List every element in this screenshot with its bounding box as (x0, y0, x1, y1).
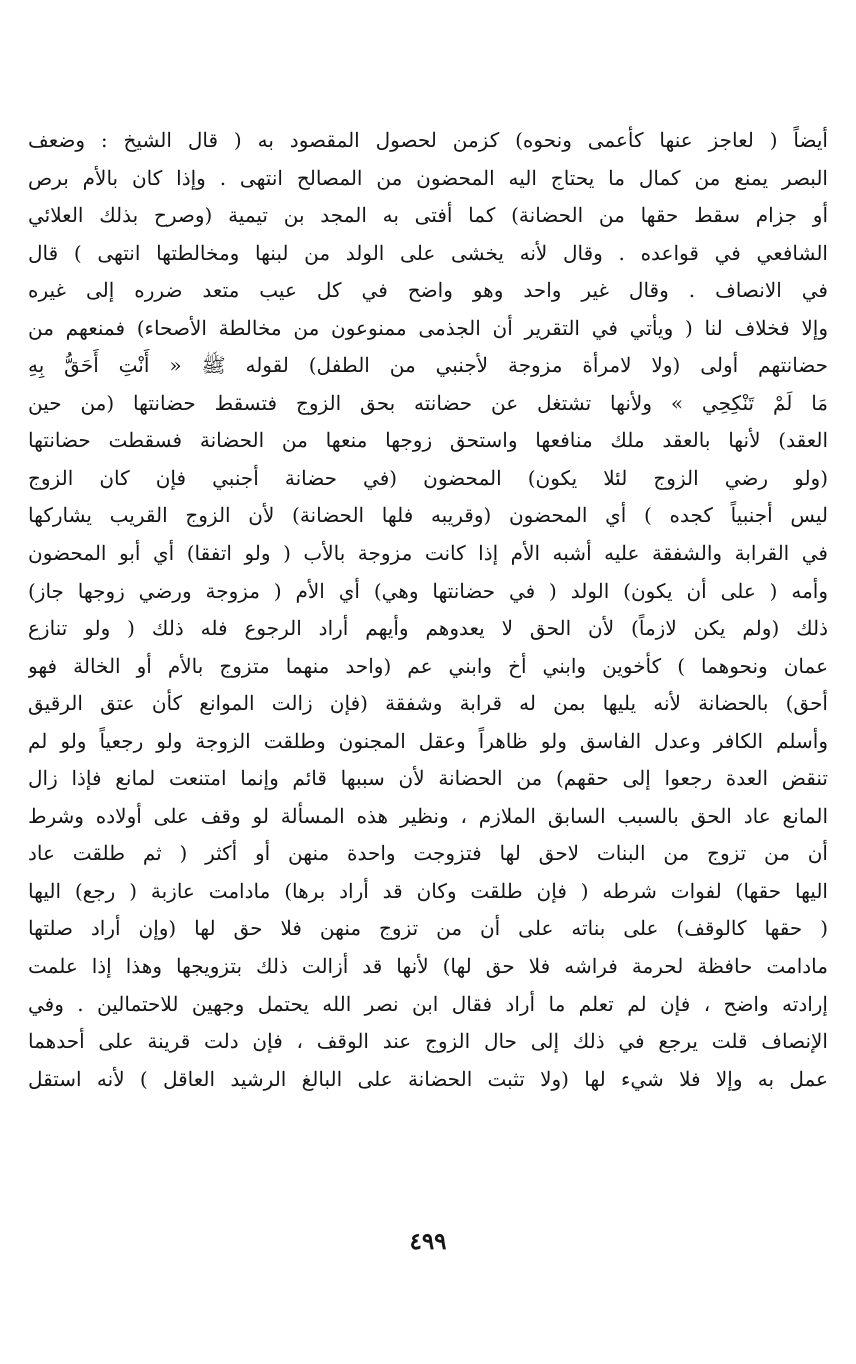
text-line: في الانصاف . وقال غير واحد وهو واضح في كل عيب متعد ضرره إلى غيره (28, 278, 828, 303)
text-line: عمل به وإلا فلا شيء لها (ولا تثبت الحضانة على البالغ الرشيد العاقل ) لأنه استقل (28, 1066, 828, 1091)
text-line: حضانتهم أولى (ولا لامرأة مزوجة لأجنبي من الطفل) لقوله ﷺ « أَنْتِ أَحَقُّ بِهِ (28, 353, 828, 378)
text-line: عمان ونحوهما ) كأخوين وابني أخ وابني عم (واحد منهما متزوج بالأم أو الخالة فهو (28, 653, 828, 678)
text-line: أن من تزوج من البنات لاحق لها فتزوجت واحدة منهن أو أكثر ( ثم طلقت عاد (28, 841, 828, 866)
body-text (28, 122, 828, 1098)
text-line: تنقض العدة رجعوا إلى حقهم) من الحضانة لأن سببها قائم وإنما امتنعت لمانع فإذا زال (28, 766, 828, 791)
text-line: ذلك (ولم يكن لازماً) لأن الحق لا يعدوهم وأيهم أراد الرجوع فله ذلك ( ولو تنازع (28, 616, 828, 641)
text-line: وإلا فخلاف لنا ( ويأتي في التقرير أن الجذمى ممنوعون من مخالطة الأصحاء) فمنعهم من (28, 315, 828, 340)
text-line: في القرابة والشفقة عليه أشبه الأم إذا كانت مزوجة بالأب ( ولو اتفقا) أي أبو المحضون (28, 541, 828, 566)
text-line: الإنصاف قلت يرجع في ذلك إلى حال الزوج عند الوقف ، فإن دلت قرينة على أحدهما (28, 1029, 828, 1054)
page-number: ٤٩٩ (409, 1228, 447, 1255)
text-line: المانع عاد الحق بالسبب السابق الملازم ، ونظير هذه المسألة لو وقف على أولاده وشرط (28, 803, 828, 828)
text-line: مَا لَمْ تَنْكِحِي » ولأنها تشتغل عن حضانته بحق الزوج فتسقط حضانتها (من حين (28, 390, 828, 415)
text-line: الشافعي في قواعده . وقال لأنه يخشى على الولد من لبنها ومخالطتها انتهى ) قال (28, 240, 828, 265)
text-line: إرادته واضح ، فإن لم تعلم ما أراد فقال ابن نصر الله يحتمل وجهين للاحتمالين . وفي (28, 991, 828, 1016)
text-line: أحق) بالحضانة لأنه يليها بمن له قرابة وشفقة (فإن زالت الموانع كأن عتق الرقيق (28, 691, 828, 716)
text-line: البصر يمنع من كمال ما يحتاج اليه المحضون من المصالح انتهى . وإذا كان بالأم برص (28, 165, 828, 190)
text-line: وأسلم الكافر وعدل الفاسق ولو ظاهراً وعقل المجنون وطلقت الزوجة ولو رجعياً ولو لم (28, 728, 828, 753)
text-line: العقد) لأنها بالعقد ملك منافعها واستحق زوجها منعها من الحضانة فسقطت حضانتها (28, 428, 828, 453)
text-line: مادامت حافظة لحرمة فراشه فلا حق لها) لأنها قد أزالت ذلك بتزويجها وهذا إذا علمت (28, 954, 828, 979)
text-line: ليس أجنبياً كجده ) أي المحضون (وقريبه فلها الحضانة) لأن الزوج القريب يشاركها (28, 503, 828, 528)
text-line: (ولو رضي الزوج لئلا يكون) المحضون (في حضانة أجنبي فإن كان الزوج (28, 465, 828, 490)
text-line: ( حقها كالوقف) على بناته على أن من تزوج منهن فلا حق لها (وإن أراد صلتها (28, 916, 828, 941)
text-line: اليها حقها) لفوات شرطه ( فإن طلقت وكان قد أراد برها) مادامت عازبة ( رجع) اليها (28, 878, 828, 903)
text-line: أو جزام سقط حقها من الحضانة) كما أفتى به المجد بن تيمية (وصرح بذلك العلائي (28, 203, 828, 228)
text-line: أيضاً ( لعاجز عنها كأعمى ونحوه) كزمن لحصول المقصود به ( قال الشيخ : وضعف (28, 128, 828, 152)
text-line: وأمه ( على أن يكون) الولد ( في حضانتها وهي) أي الأم ( مزوجة ورضي زوجها جاز) (28, 578, 828, 603)
